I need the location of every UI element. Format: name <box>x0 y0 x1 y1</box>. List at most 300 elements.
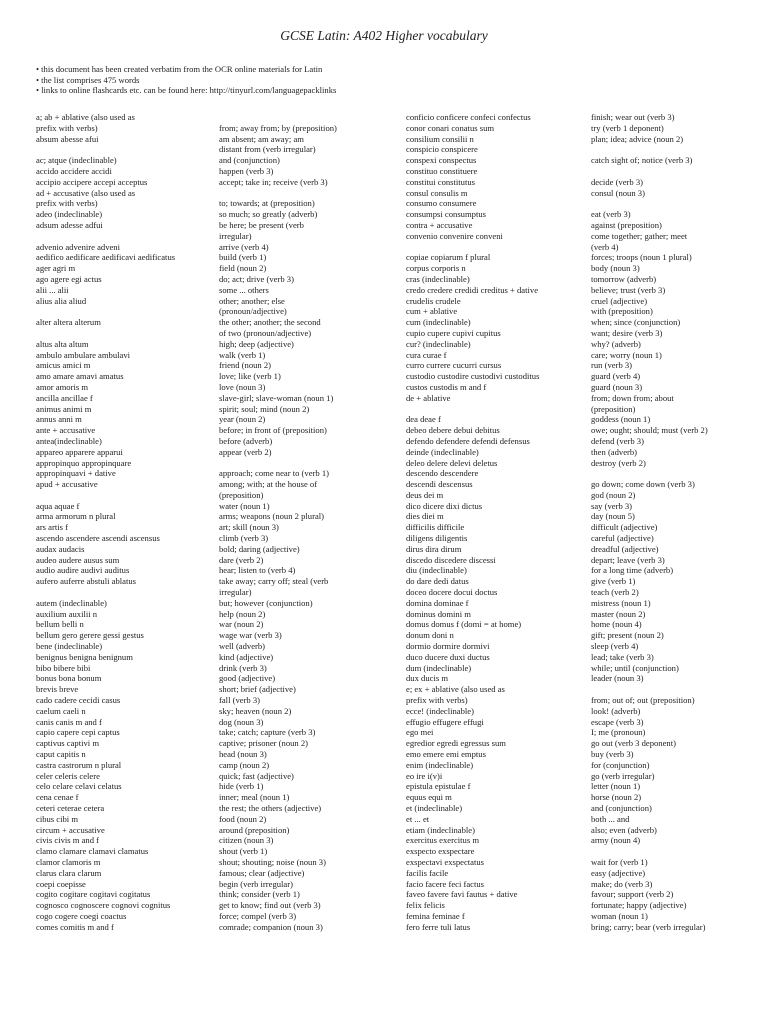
vocab-line: build (verb 1) <box>219 252 267 263</box>
vocab-line: alii ... alii <box>36 284 69 295</box>
vocab-line: for a long time (adverb) <box>591 565 674 576</box>
vocab-line <box>219 458 399 469</box>
vocab-line <box>406 242 586 253</box>
vocab-line: say (verb 3) <box>591 500 633 511</box>
vocab-line: ars artis f <box>36 522 68 533</box>
vocab-line: appareo apparere apparui <box>36 446 123 457</box>
vocab-line: aedifico aedificare aedificavi aedificatus <box>36 252 176 263</box>
vocab-line: hear; listen to (verb 4) <box>219 565 296 576</box>
vocab-line: drink (verb 3) <box>219 662 267 673</box>
vocab-line: slave-girl; slave-woman (noun 1) <box>219 392 334 403</box>
vocab-line: cura curae f <box>406 349 447 360</box>
vocab-line: irregular) <box>219 230 252 241</box>
vocab-line <box>36 587 214 598</box>
vocab-line <box>591 144 763 155</box>
vocab-line: conspicio conspicere <box>406 144 478 155</box>
vocab-line: tomorrow (adverb) <box>591 273 657 284</box>
vocab-line: castra castrorum n plural <box>36 759 122 770</box>
vocab-line: aufero auferre abstuli ablatus <box>36 576 136 587</box>
vocab-line: dux ducis m <box>406 673 449 684</box>
vocab-line: eat (verb 3) <box>591 209 631 220</box>
vocab-line: (preposition) <box>591 403 636 414</box>
vocab-line: cibus cibi m <box>36 813 79 824</box>
vocab-line: cum + ablative <box>406 306 458 317</box>
vocab-line: dirus dira dirum <box>406 543 462 554</box>
vocab-line: for (conjunction) <box>591 759 650 770</box>
vocab-line: go down; come down (verb 3) <box>591 479 695 490</box>
vocab-line: adeo (indeclinable) <box>36 209 103 220</box>
vocab-line: cupio cupere cupivi cupitus <box>406 327 501 338</box>
english-column-2 <box>591 112 763 933</box>
vocab-line: do dare dedi datus <box>406 576 469 587</box>
vocab-line: well (adverb) <box>219 641 266 652</box>
vocab-line: benignus benigna benignum <box>36 651 133 662</box>
vocab-line: famous; clear (adjective) <box>219 867 305 878</box>
vocab-line: amicus amici m <box>36 360 91 371</box>
intro-bullet: • links to online flashcards etc. can be found here: http://tinyurl.com/languagepacklinks <box>36 85 337 95</box>
vocab-line <box>591 846 763 857</box>
vocab-line: facio facere feci factus <box>406 878 484 889</box>
vocab-line: fero ferre tuli latus <box>406 921 471 932</box>
vocab-line: canis canis m and f <box>36 716 102 727</box>
vocab-line: cado cadere cecidi casus <box>36 695 121 706</box>
vocab-line: but; however (conjunction) <box>219 597 313 608</box>
vocab-line <box>591 684 763 695</box>
vocab-line: prefix with verbs) <box>406 695 468 706</box>
vocab-line: bellum belli n <box>36 619 84 630</box>
vocab-line: body (noun 3) <box>591 263 640 274</box>
vocab-line: against (preposition) <box>591 219 662 230</box>
vocab-line: head (noun 3) <box>219 749 267 760</box>
vocab-line: difficilis difficile <box>406 522 465 533</box>
page-title: GCSE Latin: A402 Higher vocabulary <box>280 28 488 43</box>
vocab-line: constituo constituere <box>406 165 478 176</box>
vocab-line: goddess (noun 1) <box>591 414 651 425</box>
vocab-line: am absent; am away; am <box>219 133 304 144</box>
vocab-line: take away; carry off; steal (verb <box>219 576 329 587</box>
vocab-line <box>36 490 214 501</box>
vocab-line: make; do (verb 3) <box>591 878 653 889</box>
vocab-line: be here; be present (verb <box>219 219 304 230</box>
vocab-line: consumo consumere <box>406 198 477 209</box>
vocab-line: consumpsi consumptus <box>406 209 486 220</box>
vocab-line <box>36 231 214 242</box>
vocab-line: ambulo ambulare ambulavi <box>36 349 131 360</box>
vocab-line: clamor clamoris m <box>36 856 101 867</box>
vocab-line: force; compel (verb 3) <box>219 910 297 921</box>
intro-notes <box>36 64 736 96</box>
vocab-line: diu (indeclinable) <box>406 565 467 576</box>
vocab-line: cena cenae f <box>36 792 79 803</box>
vocab-line <box>591 166 763 177</box>
vocab-line: ac; atque (indeclinable) <box>36 155 117 166</box>
vocab-line: dea deae f <box>406 414 441 425</box>
vocab-line: woman (noun 1) <box>591 910 648 921</box>
vocab-line: donum doni n <box>406 630 454 641</box>
vocab-line: cras (indeclinable) <box>406 273 470 284</box>
vocab-line: ascendo ascendere ascendi ascensus <box>36 533 160 544</box>
vocab-line: careful (adjective) <box>591 533 654 544</box>
vocab-line: take; catch; capture (verb 3) <box>219 727 316 738</box>
vocab-line: ecce! (indeclinable) <box>406 705 474 716</box>
vocab-line: prefix with verbs) <box>36 122 98 133</box>
vocab-line: want; desire (verb 3) <box>591 327 663 338</box>
vocab-line: forces; troops (noun 1 plural) <box>591 252 692 263</box>
vocab-line: accept; take in; receive (verb 3) <box>219 176 328 187</box>
vocab-line: dominus domini m <box>406 608 471 619</box>
vocab-line: et ... et <box>406 813 430 824</box>
vocab-line: walk (verb 1) <box>219 349 266 360</box>
vocab-line: inner; meal (noun 1) <box>219 792 290 803</box>
vocab-line: contra + accusative <box>406 219 473 230</box>
vocab-line <box>219 188 399 199</box>
vocab-line: the other; another; the second <box>219 317 321 328</box>
vocab-line: water (noun 1) <box>219 500 270 511</box>
vocab-line: credo credere credidi creditus + dative <box>406 284 539 295</box>
vocab-line: de + ablative <box>406 392 451 403</box>
vocab-line: camp (noun 2) <box>219 759 270 770</box>
vocab-line: amor amoris m <box>36 381 89 392</box>
vocab-line: also; even (adverb) <box>591 824 657 835</box>
vocab-line: favour; support (verb 2) <box>591 889 674 900</box>
vocab-line: crudelis crudele <box>406 295 461 306</box>
vocab-line: bene (indeclinable) <box>36 641 103 652</box>
vocab-line <box>36 306 214 317</box>
vocab-line: and (conjunction) <box>591 803 652 813</box>
vocab-line: domus domus f (domi = at home) <box>406 619 522 630</box>
vocab-line: dreadful (adjective) <box>591 543 659 554</box>
vocab-line: wage war (verb 3) <box>219 630 282 641</box>
vocab-line: auxilium auxilii n <box>36 608 98 619</box>
vocab-line: to; towards; at (preposition) <box>219 198 315 209</box>
vocab-line: comes comitis m and f <box>36 921 114 932</box>
vocab-line: coepi coepisse <box>36 878 86 889</box>
vocab-line: art; skill (noun 3) <box>219 522 279 533</box>
vocab-line: both ... and <box>591 813 630 824</box>
vocab-line: caput capitis n <box>36 749 86 760</box>
vocab-line: get to know; find out (verb 3) <box>219 900 321 911</box>
vocab-line: spirit; soul; mind (noun 2) <box>219 403 310 414</box>
vocab-line: then (adverb) <box>591 446 638 457</box>
vocab-line: deinde (indeclinable) <box>406 446 479 457</box>
vocab-line: of two (pronoun/adjective) <box>219 327 312 338</box>
vocab-line: with (preposition) <box>591 306 653 317</box>
vocab-line <box>591 198 763 209</box>
vocab-line: arma armorum n plural <box>36 511 116 522</box>
vocab-line: copiae copiarum f plural <box>406 252 491 263</box>
vocab-line: altus alta altum <box>36 338 89 349</box>
vocab-line: adsum adesse adfui <box>36 219 103 230</box>
vocab-line: (pronoun/adjective) <box>219 306 287 317</box>
latin-column-2 <box>406 112 586 933</box>
vocab-line: before (adverb) <box>219 435 273 446</box>
vocab-line: caelum caeli n <box>36 705 86 716</box>
vocab-line: easy (adjective) <box>591 867 646 878</box>
vocab-line: faveo favere favi fautus + dative <box>406 889 518 900</box>
vocab-line <box>406 404 586 415</box>
vocab-line: cruel (adjective) <box>591 295 648 306</box>
vocab-line: bold; daring (adjective) <box>219 543 300 554</box>
vocab-line: arrive (verb 4) <box>219 241 269 252</box>
vocab-line: shout (verb 1) <box>219 846 268 857</box>
vocab-line: plan; idea; advice (noun 2) <box>591 133 684 144</box>
vocab-line: alter altera alterum <box>36 317 101 328</box>
vocab-line: antea(indeclinable) <box>36 435 102 446</box>
vocab-line: good (adjective) <box>219 673 276 684</box>
vocab-line: love (noun 3) <box>219 381 266 392</box>
vocab-line: I; me (pronoun) <box>591 727 646 738</box>
vocab-line: conficio conficere confeci confectus <box>406 112 531 122</box>
vocab-line: cogito cogitare cogitavi cogitatus <box>36 889 151 900</box>
vocab-line: enim (indeclinable) <box>406 759 474 770</box>
vocab-line: escape (verb 3) <box>591 716 644 727</box>
vocab-line: prefix with verbs) <box>36 198 98 209</box>
vocab-line: (preposition) <box>219 489 264 500</box>
vocab-line: debeo debere debui debitus <box>406 425 500 436</box>
vocab-line: lead; take (verb 3) <box>591 651 654 662</box>
vocab-line: teach (verb 2) <box>591 587 639 598</box>
vocab-line: guard (verb 4) <box>591 371 641 382</box>
vocab-line: circum + accusative <box>36 824 105 835</box>
vocab-line: year (noun 2) <box>219 414 266 425</box>
vocab-line: run (verb 3) <box>591 360 633 371</box>
vocab-line <box>219 112 399 123</box>
vocab-line: war (noun 2) <box>219 619 264 630</box>
vocab-line: dum (indeclinable) <box>406 662 472 673</box>
vocab-line: descendi descensus <box>406 479 473 490</box>
vocab-line: dies diei m <box>406 511 444 522</box>
vocab-line: look! (adverb) <box>591 705 641 716</box>
vocab-line: defend (verb 3) <box>591 435 644 446</box>
vocab-line <box>36 328 214 339</box>
vocab-line: femina feminae f <box>406 910 465 921</box>
vocab-line: mistress (noun 1) <box>591 597 651 608</box>
vocab-line: love; like (verb 1) <box>219 371 281 382</box>
vocab-line: alius alia aliud <box>36 295 87 306</box>
vocab-line: ceteri ceterae cetera <box>36 803 105 813</box>
vocab-line: annus anni m <box>36 414 82 425</box>
vocab-line: friend (noun 2) <box>219 360 272 371</box>
vocab-line: audax audacis <box>36 543 85 554</box>
vocab-line: corpus corporis n <box>406 263 466 274</box>
vocab-line: audio audire audivi auditus <box>36 565 130 576</box>
vocab-line: bring; carry; bear (verb irregular) <box>591 921 706 932</box>
vocab-line: finish; wear out (verb 3) <box>591 112 675 122</box>
vocab-line: custos custodis m and f <box>406 381 487 392</box>
vocab-line: short; brief (adjective) <box>219 684 296 695</box>
vocab-line: equus equi m <box>406 792 452 803</box>
vocab-line: from; down from; about <box>591 392 674 403</box>
vocab-line: exspectavi exspectatus <box>406 856 485 867</box>
vocab-line: discedo discedere discessi <box>406 554 496 565</box>
vocab-line: why? (adverb) <box>591 338 641 349</box>
vocab-line: deus dei m <box>406 489 444 500</box>
vocab-line: conspexi conspectus <box>406 155 477 166</box>
vocab-line: celo celare celavi celatus <box>36 781 122 792</box>
vocab-line: dog (noun 3) <box>219 716 264 727</box>
vocab-line: consul (noun 3) <box>591 187 645 198</box>
vocab-line <box>36 144 214 155</box>
vocab-line: aqua aquae f <box>36 500 80 511</box>
vocab-line: before; in front of (preposition) <box>219 425 327 436</box>
vocab-line: cognosco cognoscere cognovi cognitus <box>36 900 171 911</box>
vocab-line: care; worry (noun 1) <box>591 349 662 360</box>
vocab-line: autem (indeclinable) <box>36 597 107 608</box>
vocab-line: clamo clamare clamavi clamatus <box>36 846 149 857</box>
vocab-line: bellum gero gerere gessi gestus <box>36 630 144 641</box>
vocab-line: duco ducere duxi ductus <box>406 651 490 662</box>
vocab-line: ancilla ancillae f <box>36 392 93 403</box>
vocab-line: celer celeris celere <box>36 770 100 781</box>
vocab-line: egredior egredi egressus sum <box>406 738 506 749</box>
vocab-line: bonus bona bonum <box>36 673 102 684</box>
vocab-line: cum (indeclinable) <box>406 317 471 328</box>
vocab-line: decide (verb 3) <box>591 176 644 187</box>
vocab-line: irregular) <box>219 587 252 598</box>
vocab-line: other; another; else <box>219 295 285 306</box>
vocab-line: so much; so greatly (adverb) <box>219 209 318 220</box>
vocab-line: amo amare amavi amatus <box>36 371 124 382</box>
vocab-line: descendo descendere <box>406 468 479 479</box>
vocab-line: kind (adjective) <box>219 651 274 662</box>
vocab-line: begin (verb irregular) <box>219 878 293 889</box>
vocab-line: believe; trust (verb 3) <box>591 284 666 295</box>
vocab-line: hide (verb 1) <box>219 781 264 792</box>
intro-bullet: • this document has been created verbatim from the OCR online materials for Latin <box>36 64 323 74</box>
vocab-line: sleep (verb 4) <box>591 641 639 652</box>
vocab-line: deleo delere delevi deletus <box>406 457 498 468</box>
vocab-line: gift; present (noun 2) <box>591 630 664 641</box>
vocab-line: appear (verb 2) <box>219 446 272 457</box>
vocab-line <box>591 468 763 479</box>
vocab-line: facilis facile <box>406 867 449 878</box>
vocab-line: ad + accusative (also used as <box>36 187 136 198</box>
vocab-line: constitui constitutus <box>406 176 475 187</box>
vocab-line: ago agere egi actus <box>36 273 102 284</box>
vocab-line: when; since (conjunction) <box>591 317 681 328</box>
vocab-line: cur? (indeclinable) <box>406 338 471 349</box>
vocab-line: ante + accusative <box>36 425 96 436</box>
vocab-line: army (noun 4) <box>591 835 641 846</box>
vocab-line: curro currere cucurri cursus <box>406 360 502 371</box>
vocab-line: horse (noun 2) <box>591 792 642 803</box>
vocab-line: help (noun 2) <box>219 608 266 619</box>
vocab-line: and (conjunction) <box>219 155 280 166</box>
vocab-line: sky; heaven (noun 2) <box>219 705 292 716</box>
vocab-line: accipio accipere accepi acceptus <box>36 176 148 187</box>
vocab-line: fortunate; happy (adjective) <box>591 900 687 911</box>
vocab-line: exspecto exspectare <box>406 846 475 857</box>
vocab-line: happen (verb 3) <box>219 165 274 176</box>
vocab-line: food (noun 2) <box>219 813 267 824</box>
vocab-line: effugio effugere effugi <box>406 716 484 727</box>
vocab-line: audeo audere ausus sum <box>36 554 120 565</box>
vocab-line: exercitus exercitus m <box>406 835 480 846</box>
vocab-line: from; away from; by (preposition) <box>219 122 337 133</box>
vocab-line: a; ab + ablative (also used as <box>36 112 135 122</box>
english-column-1 <box>219 112 399 933</box>
vocab-line: consul consulis m <box>406 187 468 198</box>
vocab-line: brevis breve <box>36 684 79 695</box>
vocab-line: fall (verb 3) <box>219 695 261 706</box>
vocab-line: (verb 4) <box>591 241 619 252</box>
vocab-line: among; with; at the house of <box>219 479 318 490</box>
vocab-line: convenio convenire conveni <box>406 230 503 241</box>
vocab-line: catch sight of; notice (verb 3) <box>591 155 693 166</box>
vocab-line: capio capere cepi captus <box>36 727 120 738</box>
vocab-line: some ... others <box>219 284 269 295</box>
vocab-line: come together; gather; meet <box>591 230 688 241</box>
vocab-line: e; ex + ablative (also used as <box>406 684 505 695</box>
vocab-line: apud + accusative <box>36 479 98 490</box>
vocab-line: do; act; drive (verb 3) <box>219 273 294 284</box>
vocab-line: ager agri m <box>36 263 76 274</box>
vocab-line: domina dominae f <box>406 597 469 608</box>
vocab-line: cogo cogere coegi coactus <box>36 910 127 921</box>
vocab-line: dare (verb 2) <box>219 554 264 565</box>
vocab-line: master (noun 2) <box>591 608 646 619</box>
vocab-line: go (verb irregular) <box>591 770 655 781</box>
vocab-line: letter (noun 1) <box>591 781 641 792</box>
vocab-line: distant from (verb irregular) <box>219 144 316 155</box>
vocab-line: owe; ought; should; must (verb 2) <box>591 425 708 436</box>
vocab-line: from; out of; out (preposition) <box>591 695 695 706</box>
vocab-line: depart; leave (verb 3) <box>591 554 665 565</box>
vocab-line: comrade; companion (noun 3) <box>219 921 323 932</box>
vocab-line: go out (verb 3 deponent) <box>591 738 676 749</box>
vocab-line: etiam (indeclinable) <box>406 824 475 835</box>
vocab-line: emo emere emi emptus <box>406 749 486 760</box>
vocab-line: shout; shouting; noise (noun 3) <box>219 856 326 867</box>
vocab-line: approach; come near to (verb 1) <box>219 468 329 479</box>
vocab-line: dico dicere dixi dictus <box>406 500 483 511</box>
vocab-line: captive; prisoner (noun 2) <box>219 738 309 749</box>
latin-column-1 <box>36 112 214 933</box>
vocab-line: conor conari conatus sum <box>406 122 495 133</box>
vocab-line: quick; fast (adjective) <box>219 770 294 781</box>
vocab-line: guard (noun 3) <box>591 381 643 392</box>
vocab-line: ego mei <box>406 727 434 738</box>
vocab-line: diligens diligentis <box>406 533 468 544</box>
vocab-line: citizen (noun 3) <box>219 835 274 846</box>
vocab-line: doceo docere docui doctus <box>406 587 498 598</box>
vocab-line: eo ire i(v)i <box>406 770 443 781</box>
vocab-line: animus animi m <box>36 403 92 414</box>
vocab-line: destroy (verb 2) <box>591 457 646 468</box>
intro-bullet: • the list comprises 475 words <box>36 74 140 85</box>
vocab-line: give (verb 1) <box>591 576 636 587</box>
vocab-line: day (noun 5) <box>591 511 635 522</box>
vocab-line: absum abesse afui <box>36 133 99 144</box>
vocab-line: arms; weapons (noun 2 plural) <box>219 511 325 522</box>
vocab-line: try (verb 1 deponent) <box>591 122 664 133</box>
vocab-line: field (noun 2) <box>219 263 267 274</box>
vocab-line: civis civis m and f <box>36 835 100 846</box>
vocab-line: around (preposition) <box>219 824 290 835</box>
vocab-line: appropinquo appropinquare <box>36 457 132 468</box>
vocab-line: difficult (adjective) <box>591 522 658 533</box>
vocab-line: leader (noun 3) <box>591 673 644 684</box>
vocab-line: accido accidere accidi <box>36 165 112 176</box>
vocab-line: custodio custodire custodivi custoditus <box>406 371 540 382</box>
vocab-line: clarus clara clarum <box>36 867 102 878</box>
vocab-line: et (indeclinable) <box>406 803 463 813</box>
vocab-line: bibo bibere bibi <box>36 662 91 673</box>
vocab-line: think; consider (verb 1) <box>219 889 300 900</box>
vocab-line: dormio dormire dormivi <box>406 641 490 652</box>
vocab-line: defendo defendere defendi defensus <box>406 435 530 446</box>
vocab-line: while; until (conjunction) <box>591 662 679 673</box>
